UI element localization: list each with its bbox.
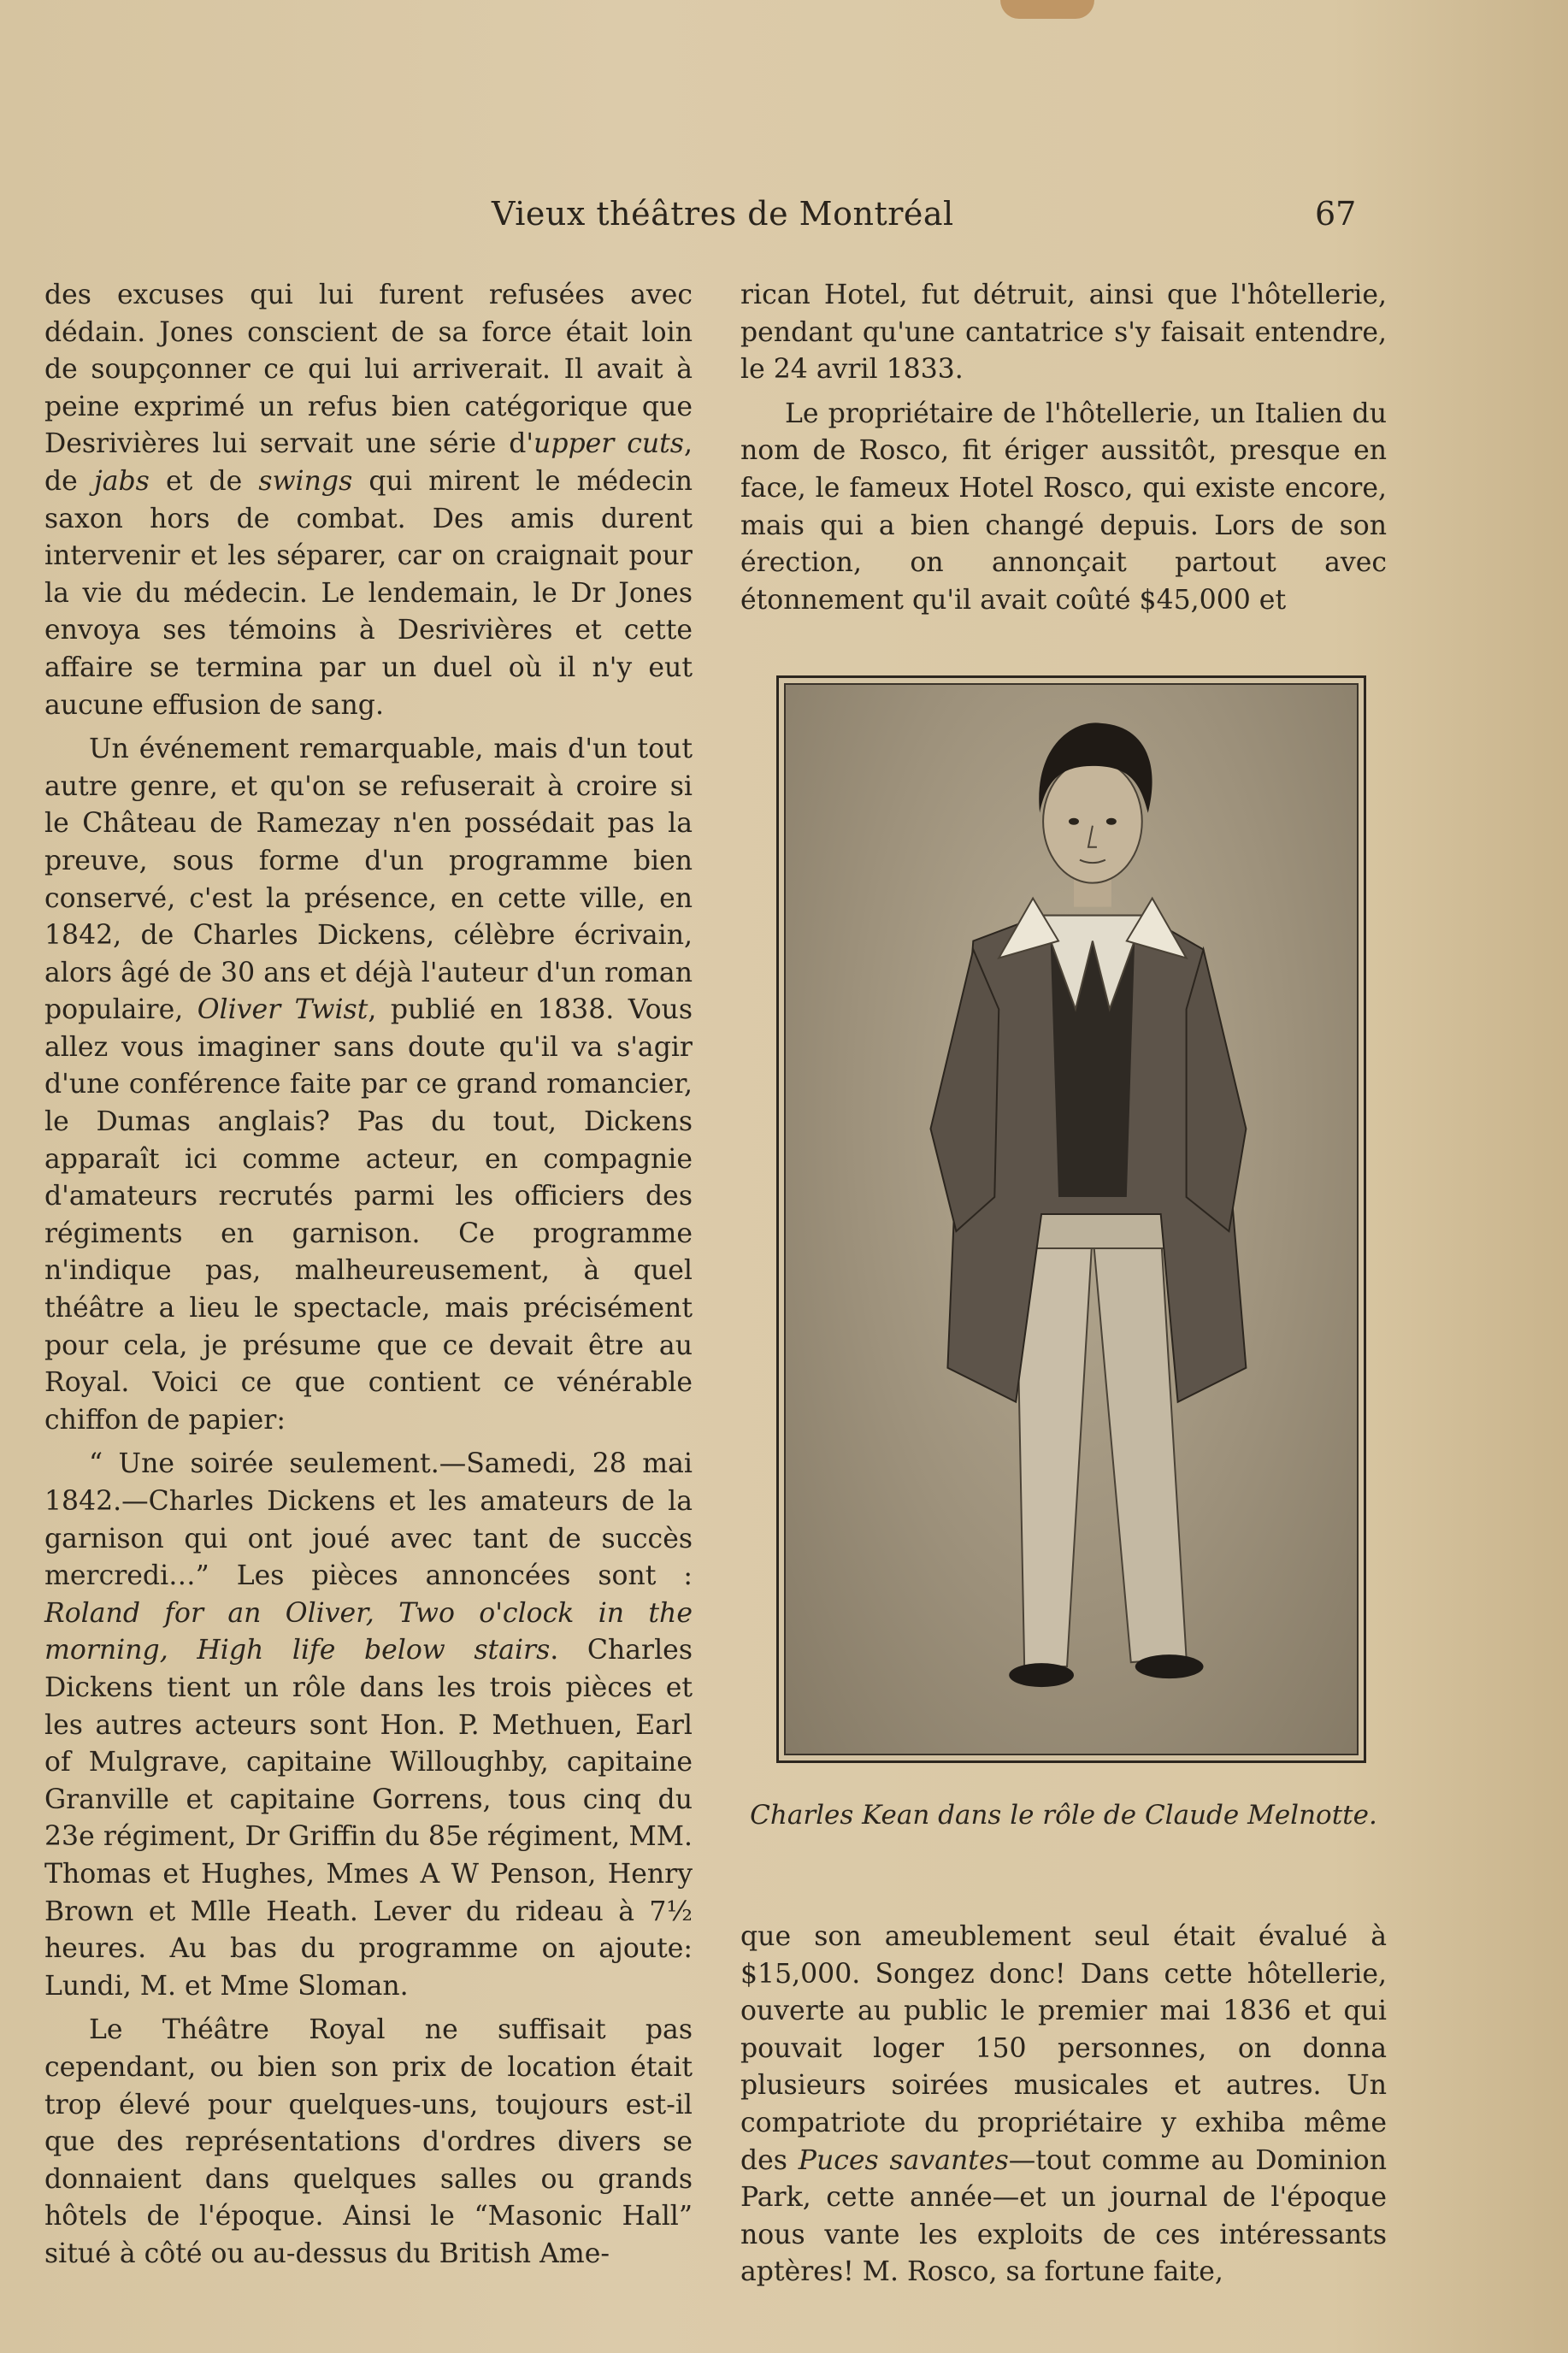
figure-caption: Charles Kean dans le rôle de Claude Melnotte. bbox=[750, 1800, 1377, 1831]
left-column bbox=[44, 277, 693, 2273]
paragraph-duel: des excuses qui lui furent refusées avec dédain. Jones conscient de sa force était loin de soupçonner ce qui lui arriverait. Il avait à peine exprimé un refus bien catégorique que Desrivières lui servait une série d'upper cuts, de jabs et de swings qui mirent le médecin saxon hors de combat. Des amis durent intervenir et les séparer, car on craignait pour la vie du médecin. Le lendemain, le Dr Jones envoya ses témoins à Desrivières et cette affaire se termina par un duel où il n'y eut aucune effusion de sang. bbox=[44, 280, 693, 721]
portrait-illustration bbox=[784, 683, 1359, 1755]
paragraph-rosco: Le propriétaire de l'hôtellerie, un Italien du nom de Rosco, fit ériger aussitôt, presque en face, le fameux Hotel Rosco, qui existe encore, mais qui a bien changé depuis. Lors de son érection, on annonçait partout avec étonnement qu'il avait coûté $45,000 et bbox=[740, 398, 1387, 616]
paragraph-dickens: Un événement remarquable, mais d'un tout autre genre, et qu'on se refuserait à croire si le Château de Ramezay n'en possédait pas la preuve, sous forme d'un programme bien conservé, c'est la présence, en cette ville, en 1842, de Charles Dickens, célèbre écrivain, alors âgé de 30 ans et déjà l'auteur d'un roman populaire, Oliver Twist, publié en 1838. Vous allez vous imaginer sans doute qu'il va s'agir d'une conférence faite par ce grand romancier, le Dumas anglais? Pas du tout, Dickens apparaît ici comme acteur, en compagnie d'amateurs recrutés parmi les officiers des régiments en garnison. Ce programme n'indique pas, malheureusement, à quel théâtre a lieu le spectacle, mais précisément pour cela, je présume que ce devait être au Royal. Voici ce que contient ce vénérable chiffon de papier: bbox=[44, 734, 693, 1436]
illustration-frame bbox=[776, 675, 1366, 1763]
charles-kean-figure-icon bbox=[786, 685, 1357, 1754]
page-number: 67 bbox=[1315, 195, 1357, 233]
running-title: Vieux théâtres de Montréal bbox=[492, 195, 954, 233]
paragraph-american-hotel: rican Hotel, fut détruit, ainsi que l'hôtellerie, pendant qu'une cantatrice s'y faisait entendre, le 24 avril 1833. bbox=[740, 280, 1387, 386]
right-column-top bbox=[740, 277, 1387, 619]
right-column-bottom bbox=[740, 1919, 1387, 2291]
paragraph-theatre-royal: Le Théâtre Royal ne suffisait pas cependant, ou bien son prix de location était trop élevé pour quelques-uns, toujours est-il que des représentations d'ordres divers se donnaient dans quelques salles ou grands hôtels de l'époque. Ainsi le “Masonic Hall” situé à côté ou au-dessus du British Ame- bbox=[44, 2014, 693, 2269]
paragraph-programme: “ Une soirée seulement.—Samedi, 28 mai 1842.—Charles Dickens et les amateurs de la garnison qui ont joué avec tant de succès mercredi…” Les pièces annoncées sont : Roland for an Oliver, Two o'clock in the morning, High life below stairs. Charles Dickens tient un rôle dans les trois pièces et les autres acteurs sont Hon. P. Methuen, Earl of Mulgrave, capitaine Willoughby, capitaine Granville et capitaine Gorrens, tous cinq du 23e régiment, Dr Griffin du 85e régiment, MM. Thomas et Hughes, Mmes A W Penson, Henry Brown et Mlle Heath. Lever du rideau à 7½ heures. Au bas du programme on ajoute: Lundi, M. et Mme Sloman. bbox=[44, 1448, 693, 2002]
paragraph-ameublement: que son ameublement seul était évalué à $15,000. Songez donc! Dans cette hôtellerie, ouverte au public le premier mai 1836 et qui pouvait loger 150 personnes, on donna plusieurs soirées musicales et autres. Un compatriote du propriétaire y exhiba même des Puces savantes—tout comme au Dominion Park, cette année—et un journal de l'époque nous vante les exploits de ces intéressants aptères! M. Rosco, sa fortune faite, bbox=[740, 1921, 1388, 2288]
paper-stain bbox=[1000, 0, 1094, 19]
running-header bbox=[0, 195, 1568, 246]
